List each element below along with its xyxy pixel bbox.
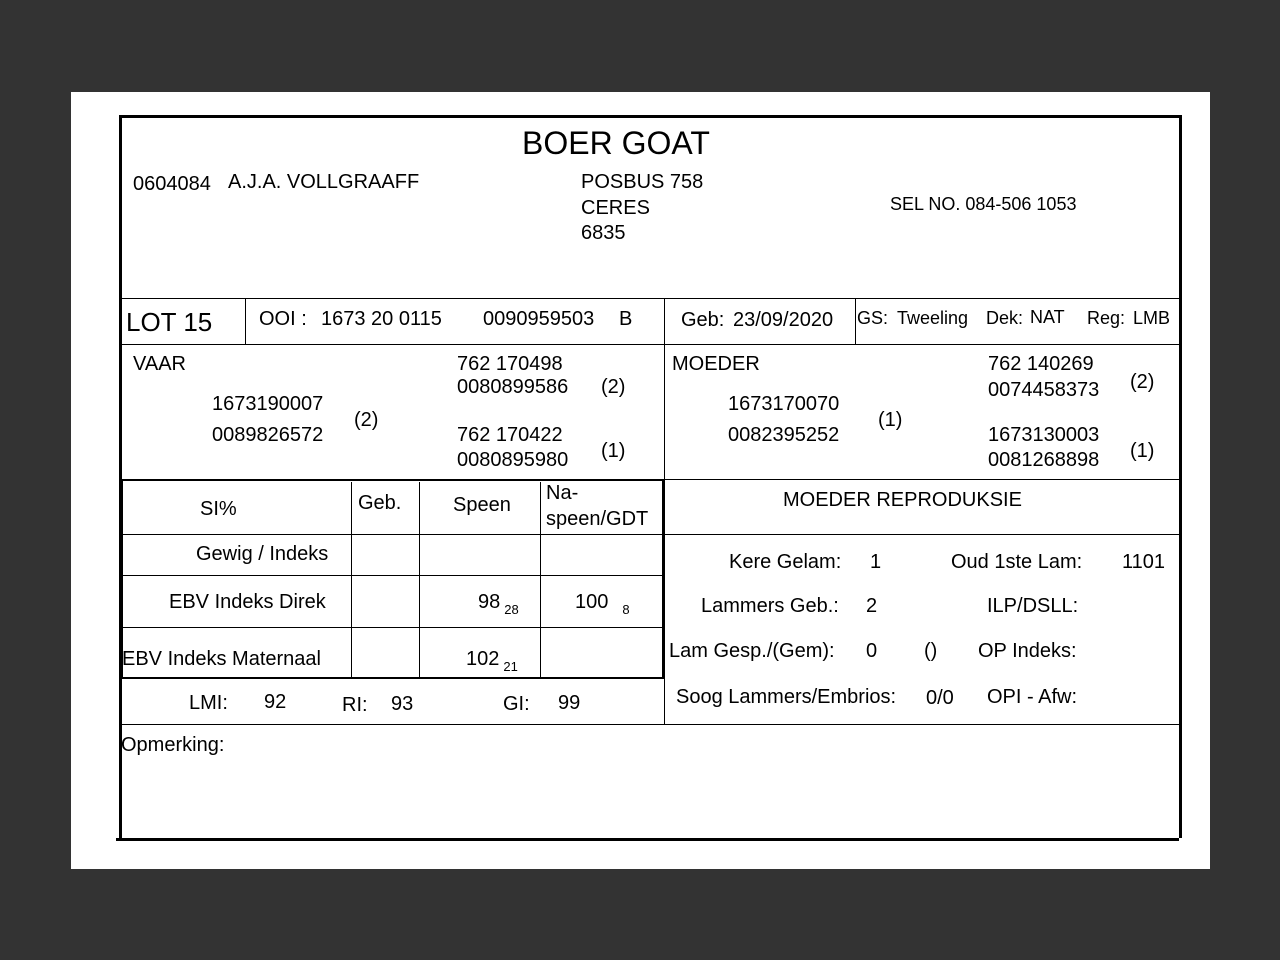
rule-perf-col-speen: [419, 482, 420, 678]
dam-b-grade: (1): [1130, 440, 1155, 462]
dam-b-id2: 0081268898: [988, 449, 1100, 471]
gesp-value: 0: [866, 640, 878, 662]
dam-id2: 0082395252: [728, 424, 840, 446]
lammers-label: Lammers Geb.:: [701, 595, 839, 617]
rule-pedigree-right: [664, 479, 1179, 480]
dek-value: NAT: [1030, 307, 1065, 327]
rule-perf-col-naspeen: [540, 482, 541, 678]
soog-value: 0/0: [926, 687, 954, 709]
sire-grade: (2): [354, 409, 379, 431]
reg-label: Reg:: [1087, 308, 1126, 328]
frame-bottom: [116, 838, 1179, 841]
row-direk-label: EBV Indeks Direk: [169, 591, 326, 613]
soog-label: Soog Lammers/Embrios:: [676, 686, 897, 708]
dam-label: MOEDER: [672, 353, 760, 375]
dam-b-id1: 1673130003: [988, 424, 1100, 446]
op-label: OP Indeks:: [978, 640, 1077, 662]
dek-label: Dek:: [986, 308, 1024, 328]
ri-label: RI:: [342, 694, 368, 716]
sire-b-id2: 0080895980: [457, 449, 569, 471]
kere-value: 1: [870, 551, 882, 573]
direk-speen: 98 $_{28}$: [478, 591, 519, 617]
rule-direk: [119, 627, 664, 628]
ooi-grade: B: [619, 308, 633, 330]
oud-value: 1101: [1122, 551, 1166, 573]
gi-value: 99: [558, 692, 581, 714]
kere-label: Kere Gelam:: [729, 551, 842, 573]
gesp-avg: (): [924, 640, 938, 662]
rule-lot-divider: [245, 298, 246, 344]
direk-naspeen: 100 $_8$: [575, 591, 630, 617]
breeder-name: A.J.A. VOLLGRAAFF: [228, 171, 420, 193]
card-title: BOER GOAT: [522, 125, 710, 161]
rule-geb-divider: [664, 298, 665, 725]
lmi-value: 92: [264, 691, 287, 713]
address-line1: POSBUS 758: [581, 171, 704, 193]
sire-id1: 1673190007: [212, 393, 324, 415]
row-gewig-label: Gewig / Indeks: [196, 543, 329, 565]
row-maternaal-label: EBV Indeks Maternaal: [122, 648, 321, 670]
rule-header: [119, 298, 1179, 299]
ilp-label: ILP/DSLL:: [987, 595, 1079, 617]
rule-maternaal: [119, 677, 664, 679]
lot-number: LOT 15: [126, 307, 213, 337]
rule-lot: [119, 344, 1179, 345]
rule-perf-header: [119, 534, 1179, 535]
rule-gs-divider: [855, 298, 856, 344]
ooi-number: 1673 20 0115: [321, 308, 442, 330]
reg-value: LMB: [1133, 308, 1171, 328]
sire-a-id1: 762 170498: [457, 353, 563, 375]
header-speen: Speen: [453, 494, 511, 516]
header-naspeen-2: speen/GDT: [546, 508, 649, 530]
header-geb: Geb.: [358, 492, 402, 514]
reproduction-title: MOEDER REPRODUKSIE: [783, 489, 1022, 511]
gs-value: Tweeling: [897, 308, 969, 328]
dam-id1: 1673170070: [728, 393, 840, 415]
sire-b-grade: (1): [601, 440, 626, 462]
rule-gewig: [119, 575, 664, 576]
rule-perf-col-geb: [351, 482, 352, 678]
sire-b-id1: 762 170422: [457, 424, 563, 446]
frame-left: [119, 115, 122, 838]
sire-id2: 0089826572: [212, 424, 324, 446]
dam-grade: (1): [878, 409, 903, 431]
dam-a-id2: 0074458373: [988, 379, 1100, 401]
lammers-value: 2: [866, 595, 878, 617]
frame-top: [119, 115, 1182, 118]
header-naspeen-1: Na-: [546, 482, 579, 504]
ri-value: 93: [391, 693, 414, 715]
lmi-label: LMI:: [189, 692, 228, 714]
maternaal-speen: 102 $_{21}$: [466, 648, 518, 674]
sire-label: VAAR: [133, 353, 186, 375]
geb-date: 23/09/2020: [733, 309, 834, 331]
gs-label: GS:: [857, 308, 889, 328]
frame-right: [1179, 115, 1182, 838]
sire-a-id2: 0080899586: [457, 376, 569, 398]
geb-label: Geb:: [681, 309, 725, 331]
oud-label: Oud 1ste Lam:: [951, 551, 1083, 573]
remarks-label: Opmerking:: [121, 734, 225, 756]
sire-a-grade: (2): [601, 376, 626, 398]
address-line2: CERES: [581, 197, 650, 219]
address-line3: 6835: [581, 222, 626, 244]
dam-a-id1: 762 140269: [988, 353, 1094, 375]
gi-label: GI:: [503, 693, 530, 715]
ooi-label: OOI :: [259, 308, 307, 330]
breeder-code: 0604084: [133, 173, 211, 195]
opi-label: OPI - Afw:: [987, 686, 1078, 708]
rule-pedigree-left: [119, 479, 664, 481]
lot-card: [71, 92, 1210, 869]
ooi-id: 0090959503: [483, 308, 595, 330]
rule-remarks: [119, 724, 1179, 725]
phone-number: SEL NO. 084-506 1053: [890, 194, 1077, 214]
header-si: SI%: [200, 498, 237, 520]
rule-perf-right: [662, 479, 664, 679]
dam-a-grade: (2): [1130, 371, 1155, 393]
gesp-label: Lam Gesp./(Gem):: [669, 640, 835, 662]
